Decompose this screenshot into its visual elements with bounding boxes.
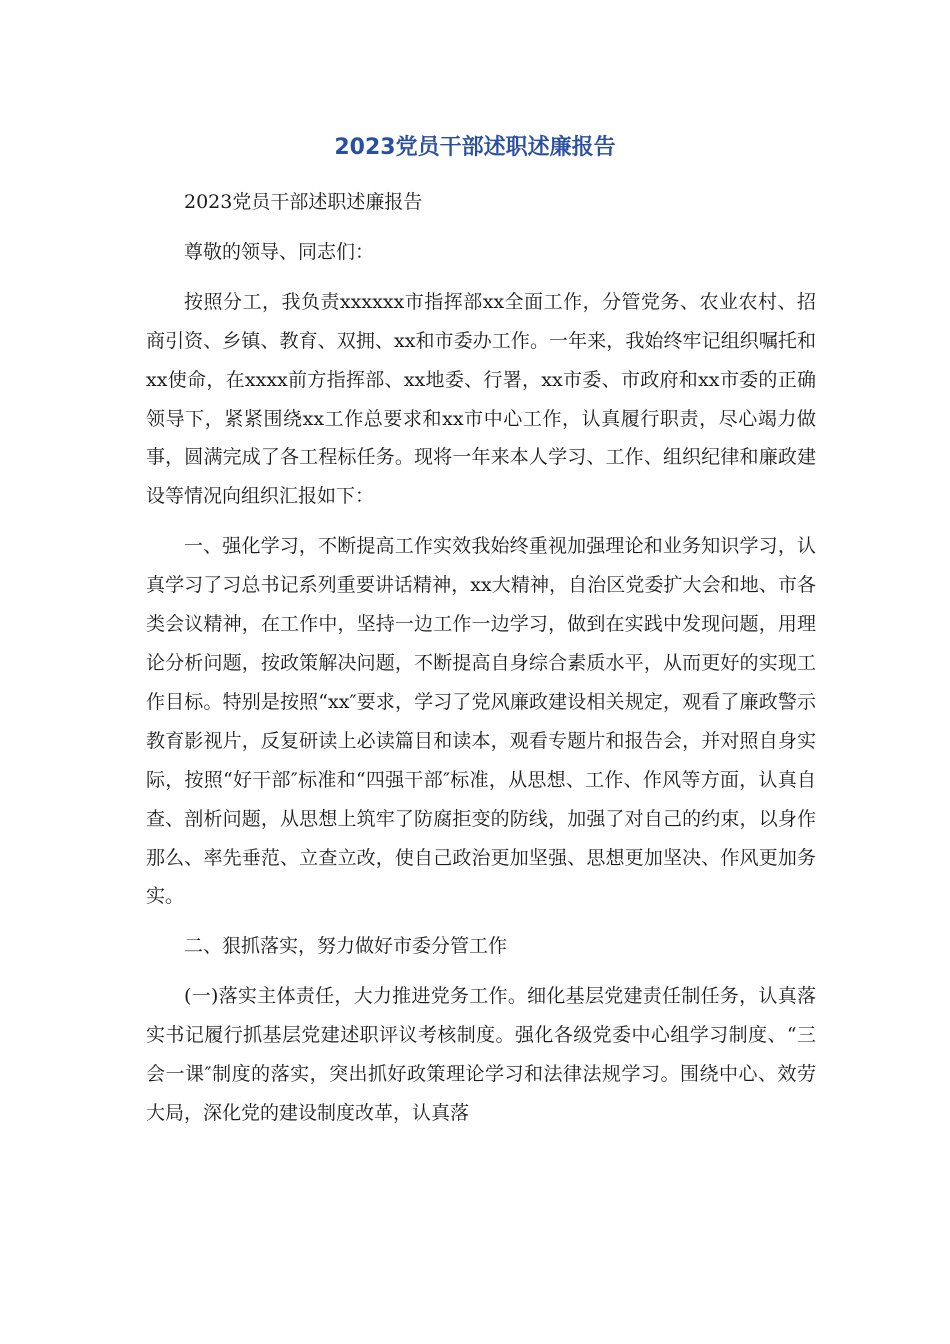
paragraph-section-one: 一、强化学习，不断提高工作实效我始终重视加强理论和业务知识学习，认真学习了习总书记系列重要讲话精神，xx大精神，自治区党委扩大会和地、市各类会议精神，在工作中，坚持一边工作一边学习，做到在实践中发现问题，用理论分析问题，按政策解决问题，不断提高自身综合素质水平，从而更好的实现工作目标。特别是按照“xx″要求，学习了党风廉政建设相关规定，观看了廉政警示教育影视片，反复研读上必读篇目和读本，观看专题片和报告会，并对照自身实际，按照“好干部″标准和“四强干部″标准，从思想、工作、作风等方面，认真自查、剖析问题，从思想上筑牢了防腐拒变的防线，加强了对自己的约束，以身作那么、率先垂范、立查立改，使自己政治更加坚强、思想更加坚决、作风更加务实。 (146, 535, 816, 908)
paragraph-section-two-heading: 二、狠抓落实，努力做好市委分管工作 (184, 935, 508, 958)
paragraph-salutation: 尊敬的领导、同志们： (184, 240, 375, 263)
document-title: 2023党员干部述职述廉报告 (334, 135, 616, 160)
paragraph-intro: 按照分工，我负责xxxxxx市指挥部xx全面工作，分管党务、农业农村、招商引资、乡镇、教育、双拥、xx和市委办工作。一年来，我始终牢记组织嘱托和xx使命，在xxxx前方指挥部、xx地委、行署，xx市委、市政府和xx市委的正确领导下，紧紧围绕xx工作总要求和xx市中心工作，认真履行职责，尽心竭力做事，圆满完成了各工程标任务。现将一年来本人学习、工作、组织纪律和廉政建设等情况向组织汇报如下： (146, 290, 816, 508)
paragraph-subsection-one: (一)落实主体责任，大力推进党务工作。细化基层党建责任制任务，认真落实书记履行抓基层党建述职评议考核制度。强化各级党委中心组学习制度、“三会一课″制度的落实，突出抓好政策理论学习和法律法规学习。围绕中心、效劳大局，深化党的建设制度改革，认真落 (146, 985, 816, 1124)
paragraph-subtitle: 2023党员干部述职述廉报告 (184, 191, 423, 213)
document-body (146, 183, 816, 1144)
